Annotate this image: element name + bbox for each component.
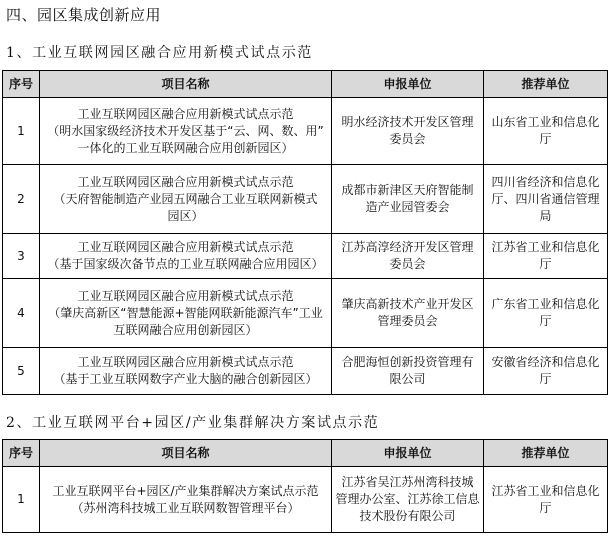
cell-unit xyxy=(332,279,484,348)
cell-unit xyxy=(332,165,484,234)
pilot-table-1 xyxy=(2,70,608,395)
table-header-row xyxy=(3,440,608,467)
cell-line: 园区） xyxy=(167,208,204,223)
cell-unit xyxy=(332,467,484,533)
table-row xyxy=(3,234,608,279)
cell-no: 1 xyxy=(3,98,40,165)
cell-line: 厅、四川省通信管理 xyxy=(491,191,600,206)
cell-rec xyxy=(484,165,608,234)
cell-line: 合肥海恒创新投资管理有 xyxy=(341,355,474,369)
cell-line: 工业互联网园区融合应用新模式试点示范 xyxy=(77,106,294,121)
cell-line: 工业互联网平台+园区/产业集群解决方案试点示范 xyxy=(52,483,319,498)
cell-line: （苏州湾科技城工业互联网数智管理平台） xyxy=(71,500,300,515)
cell-line: 成都市新津区天府智能制 xyxy=(341,183,474,197)
cell-line: 安徽省经济和信息化 xyxy=(491,355,600,369)
table-header-row xyxy=(3,71,608,98)
cell-line: 江苏省工业和信息化 xyxy=(491,483,600,498)
table-row xyxy=(3,279,608,348)
header-rec: 推荐单位 xyxy=(484,71,608,98)
cell-line: 厅 xyxy=(539,500,552,515)
cell-rec xyxy=(484,467,608,533)
cell-unit xyxy=(332,98,484,165)
cell-rec xyxy=(484,279,608,348)
cell-no: 4 xyxy=(3,279,40,348)
cell-line: 厅 xyxy=(539,314,552,328)
cell-unit xyxy=(332,234,484,279)
table-row xyxy=(3,98,608,165)
cell-line: （基于国家级次备节点的工业互联网融合应用园区） xyxy=(47,257,324,271)
cell-name xyxy=(40,234,332,279)
cell-line: （基于工业互联网数字产业大脑的融合创新园区） xyxy=(53,372,318,386)
cell-name xyxy=(40,165,332,234)
table-row xyxy=(3,348,608,395)
cell-line: 厅 xyxy=(539,372,552,386)
table-row xyxy=(3,467,608,533)
cell-no: 2 xyxy=(3,165,40,234)
cell-line: 山东省工业和信息化 xyxy=(491,115,600,129)
header-rec: 推荐单位 xyxy=(484,440,608,467)
cell-line: 委员会 xyxy=(389,132,426,146)
cell-name xyxy=(40,348,332,395)
table-row xyxy=(3,165,608,234)
header-no: 序号 xyxy=(3,440,40,467)
cell-line: 技术股份有限公司 xyxy=(359,509,456,523)
cell-name xyxy=(40,467,332,533)
cell-no: 5 xyxy=(3,348,40,395)
cell-no: 3 xyxy=(3,234,40,279)
cell-line: 江苏高淳经济开发区管理 xyxy=(341,240,474,254)
cell-line: （天府智能制造产业园五网融合工业互联网新模式 xyxy=(53,191,318,206)
cell-line: （肇庆高新区“智慧能源+智能网联新能源汽车”工业 xyxy=(48,305,323,320)
cell-rec xyxy=(484,348,608,395)
cell-rec xyxy=(484,98,608,165)
cell-line: 管理委员会 xyxy=(377,314,438,328)
subsection-title-1: 1、工业互联网园区融合应用新模式试点示范 xyxy=(6,45,313,61)
cell-line: 工业互联网园区融合应用新模式试点示范 xyxy=(77,355,294,369)
cell-line: 肇庆高新技术产业开发区 xyxy=(341,297,474,311)
cell-line: 四川省经济和信息化 xyxy=(491,174,600,189)
cell-line: 明水经济技术开发区管理 xyxy=(341,115,474,129)
cell-line: 工业互联网园区融合应用新模式试点示范 xyxy=(77,288,294,303)
cell-line: 厅 xyxy=(539,257,552,271)
header-name: 项目名称 xyxy=(40,440,332,467)
cell-line: 委员会 xyxy=(389,257,426,271)
cell-unit xyxy=(332,348,484,395)
cell-line: 管理办公室、江苏徐工信息 xyxy=(335,492,480,506)
cell-line: 工业互联网园区融合应用新模式试点示范 xyxy=(77,174,294,189)
cell-line: 互联网融合应用创新园区） xyxy=(113,322,258,337)
cell-name xyxy=(40,279,332,348)
cell-no: 1 xyxy=(3,467,40,533)
cell-rec xyxy=(484,234,608,279)
header-name: 项目名称 xyxy=(40,71,332,98)
cell-line: 一体化的工业互联网融合应用创新园区） xyxy=(77,140,294,155)
header-unit: 申报单位 xyxy=(332,71,484,98)
cell-name xyxy=(40,98,332,165)
cell-line: （明水国家级经济技术开发区基于“云、网、数、用” xyxy=(47,123,324,138)
header-unit: 申报单位 xyxy=(332,440,484,467)
section-title: 四、园区集成创新应用 xyxy=(6,6,162,24)
pilot-table-2 xyxy=(2,439,608,533)
header-no: 序号 xyxy=(3,71,40,98)
cell-line: 江苏省工业和信息化 xyxy=(491,240,600,254)
cell-line: 造产业园管委会 xyxy=(365,200,450,214)
cell-line: 局 xyxy=(539,208,552,223)
subsection-title-2: 2、工业互联网平台+园区/产业集群解决方案试点示范 xyxy=(6,415,380,431)
cell-line: 工业互联网园区融合应用新模式试点示范 xyxy=(77,240,294,254)
cell-line: 广东省工业和信息化 xyxy=(491,297,600,311)
cell-line: 江苏省吴江苏州湾科技城 xyxy=(341,475,474,489)
cell-line: 厅 xyxy=(539,132,552,146)
cell-line: 限公司 xyxy=(389,372,426,386)
